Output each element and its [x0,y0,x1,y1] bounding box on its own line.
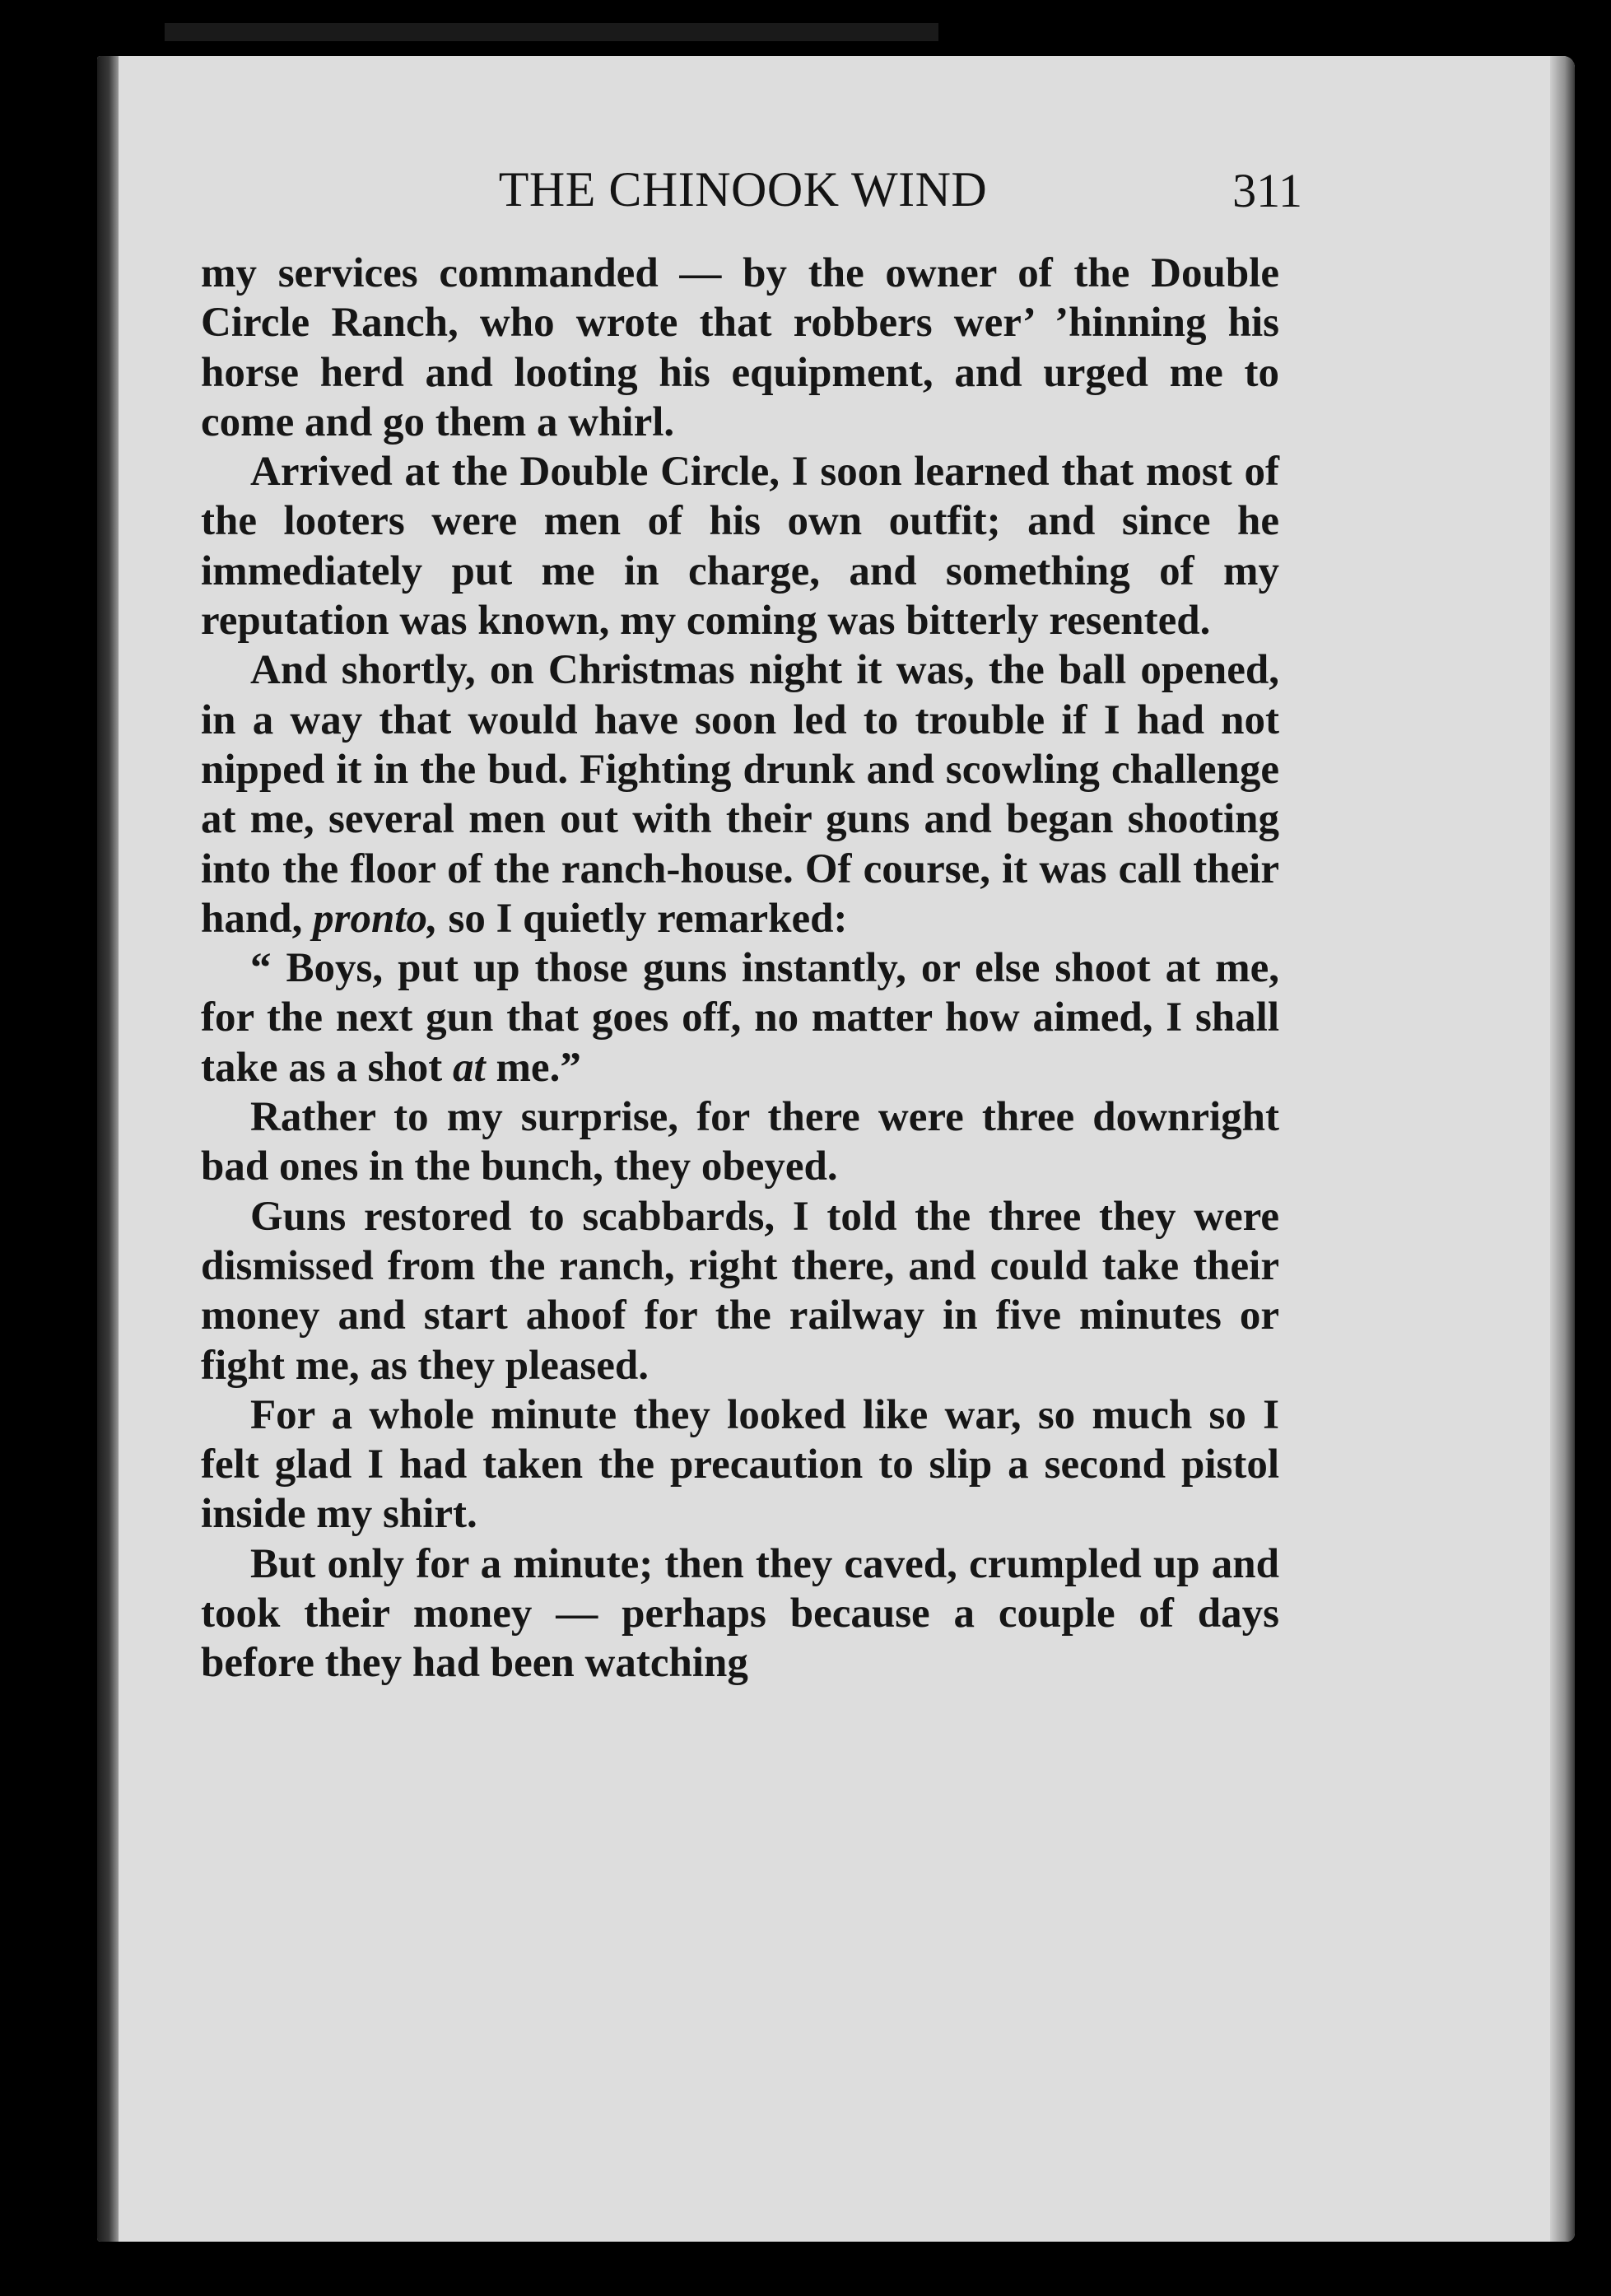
paragraph-7-text: For a whole minute they looked like war, so much so I felt glad I had taken the precaution to slip a second pistol inside my shirt. [201,1391,1279,1538]
paragraph-3-italic: pronto, [313,895,438,942]
paragraph-4-italic: at [453,1044,486,1091]
body-text [201,249,1279,1688]
page-right-edge [1550,56,1575,2242]
book-binding-edge [97,56,119,2242]
paragraph-1-text: my services commanded — by the owner of the Double Circle Ranch, who wrote that robbers wer’ ’hinning his horse herd and looting his equipment, and urged me to come and go them a whirl. [201,250,1279,445]
paragraph-3-text-end: so I quietly remarked: [437,895,848,942]
paragraph-2-text: Arrived at the Double Circle, I soon learned that most of the looters were men of his own outfit; and since he immediately put me in charge, and something of my reputation was known, my coming was bitterly resented. [201,449,1279,645]
paragraph-5-text: Rather to my surprise, for there were three downright bad ones in the bunch, they obeyed. [201,1094,1279,1190]
paragraph-6 [201,1192,1279,1390]
paragraph-6-text: Guns restored to scabbards, I told the three they were dismissed from the ranch, right there, and could take their money and start ahoof for the railway in five minutes or fight me, as they pleased. [201,1193,1279,1389]
paragraph-5 [201,1092,1279,1192]
scan-top-strip [165,23,938,41]
paragraph-1 [201,249,1279,447]
paragraph-4-text-end: me.” [485,1044,581,1091]
paragraph-8-text: But only for a minute; then they caved, crumpled up and took their money — perhaps because a couple of days before they had been watching [201,1540,1279,1687]
page-number: 311 [1232,164,1302,217]
paragraph-3 [201,645,1279,943]
paragraph-8 [201,1539,1279,1688]
paragraph-3-text: And shortly, on Christmas night it was, the ball opened, in a way that would have soon led to trouble if I had not nipped it in the bud. Fighting drunk and scowling challenge at me, several men out with their guns and began shooting into the floor of the ranch-house. Of course, it was call their hand, [201,647,1279,942]
paragraph-7 [201,1390,1279,1539]
paragraph-4-text: “ Boys, put up those guns instantly, or else shoot at me, for the next gun that goes off, no matter how aimed, I shall take as a shot [201,945,1279,1091]
paragraph-2 [201,447,1279,645]
page-header [185,161,1301,227]
running-title: THE CHINOOK WIND [498,162,988,217]
paragraph-4 [201,943,1279,1092]
